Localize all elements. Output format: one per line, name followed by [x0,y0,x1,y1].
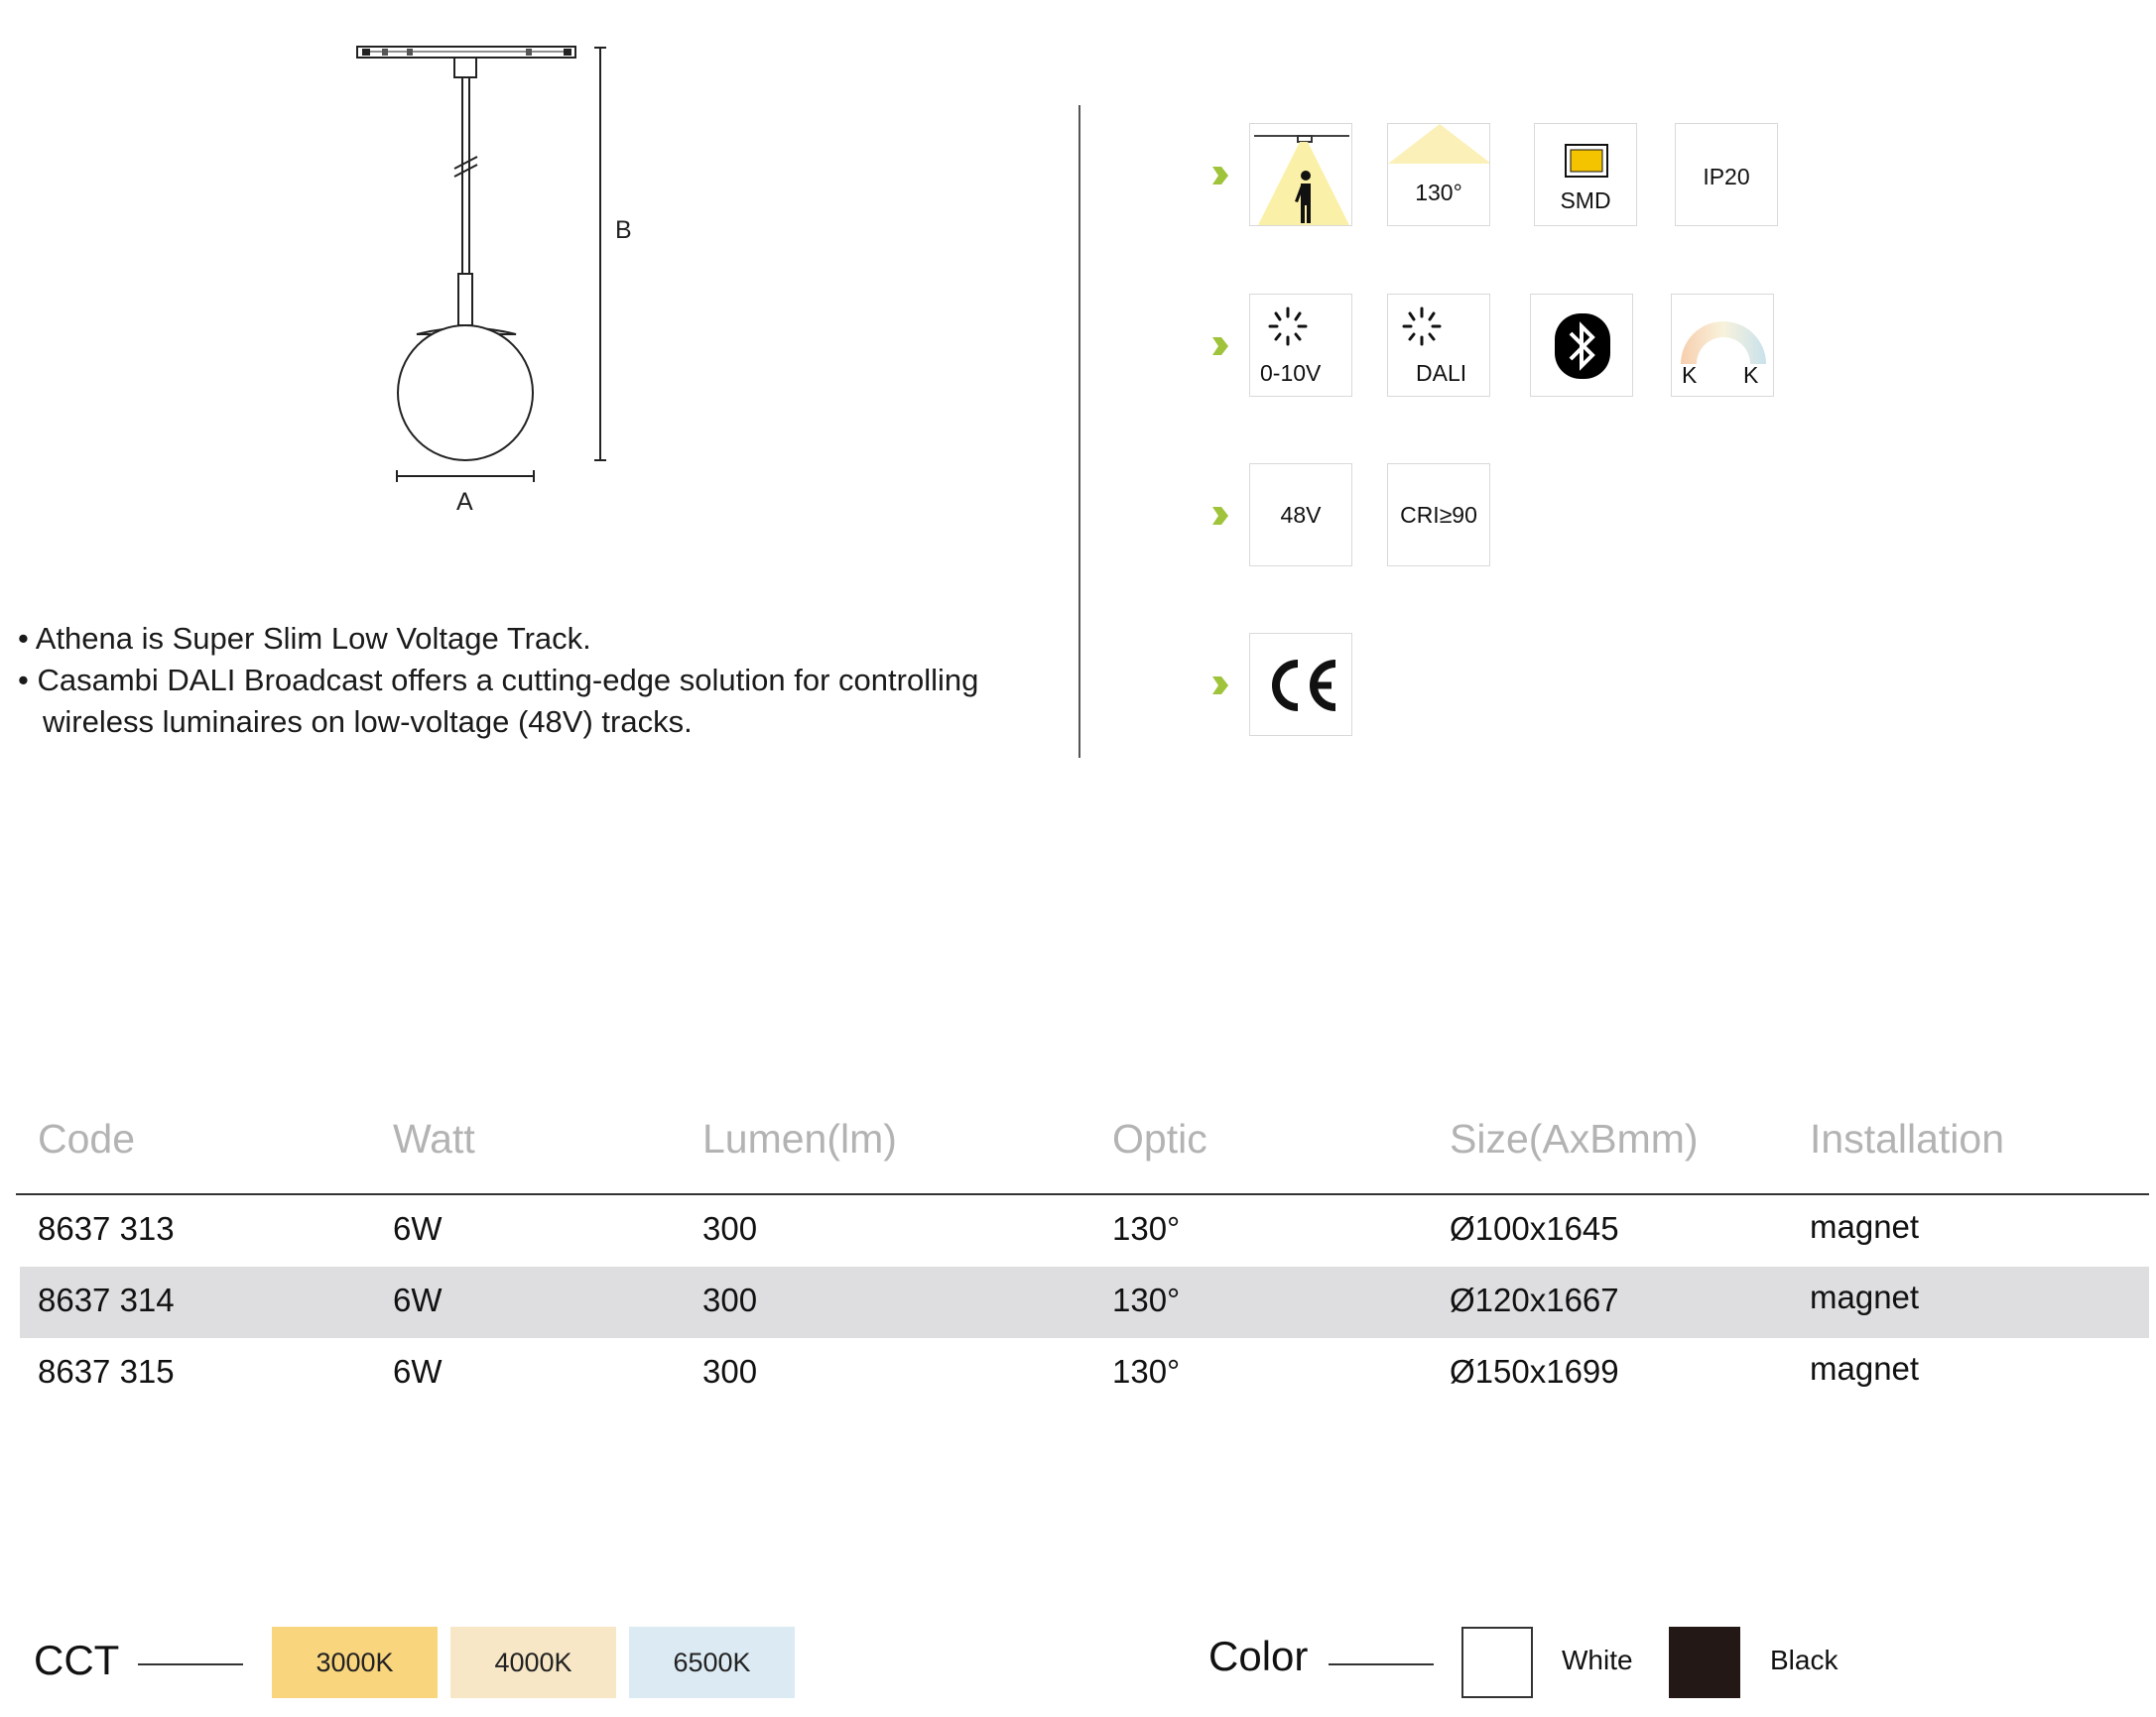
voltage-icon [1249,463,1352,566]
beam-angle-icon [1387,123,1490,226]
cct-label: CCT [34,1637,120,1683]
cell-lumen: 300 [702,1210,758,1247]
table-row [16,1338,2149,1410]
cct-k-right-text: K [1743,362,1759,388]
color-name-white: White [1562,1645,1633,1675]
cell-installation: magnet [1810,1208,1920,1245]
cct-k-left-text: K [1682,362,1698,388]
header-optic: Optic [1112,1116,1207,1162]
dim-dali-text: DALI [1416,360,1467,386]
cell-watt: 6W [393,1282,443,1318]
spotlight-person-icon [1249,123,1352,226]
header-watt: Watt [393,1116,475,1162]
spec-table [16,1106,2149,1410]
led-type-text: SMD [1560,187,1611,213]
cell-size: Ø100x1645 [1450,1210,1619,1247]
dimension-a-label: A [456,488,473,516]
row-arrow-icon [1212,167,1228,184]
tunable-white-icon [1671,294,1774,397]
cell-lumen: 300 [702,1282,758,1318]
color-leader-line [1329,1663,1434,1665]
dim-0-10v-text: 0-10V [1260,360,1322,386]
color-swatch-white [1461,1627,1533,1698]
smd-led-icon [1534,123,1637,226]
color-swatch-black [1669,1627,1740,1698]
color-label: Color [1208,1633,1309,1679]
ce-mark-icon [1249,633,1352,736]
cri-icon [1387,463,1490,566]
cell-lumen: 300 [702,1353,758,1390]
voltage-text: 48V [1280,502,1322,528]
cell-installation: magnet [1810,1279,1920,1315]
ip-rating-text: IP20 [1703,164,1750,189]
feature-text: Casambi DALI Broadcast offers a cutting-edge solution for controlling [37,663,979,697]
header-lumen: Lumen(lm) [702,1116,897,1162]
row-arrow-icon [1212,337,1228,355]
dimming-0-10v-icon [1249,294,1352,397]
bluetooth-icon [1530,294,1633,397]
cell-code: 8637 314 [38,1282,175,1318]
cell-optic: 130° [1112,1282,1181,1318]
cri-text: CRI≥90 [1400,502,1477,528]
cct-leader-line [138,1663,243,1665]
feature-item-continuation: wireless luminaires on low-voltage (48V) tracks. [43,704,693,739]
feature-icons [0,0,2156,794]
table-row [20,1267,2149,1338]
row-arrow-icon [1212,676,1228,694]
cell-code: 8637 313 [38,1210,175,1247]
table-header [16,1106,2149,1195]
feature-text: Athena is Super Slim Low Voltage Track. [35,621,591,656]
cct-swatch-4000k: 4000K [450,1627,616,1698]
row-arrow-icon [1212,507,1228,525]
cell-code: 8637 315 [38,1353,175,1390]
dimming-dali-icon [1387,294,1490,397]
cell-size: Ø150x1699 [1450,1353,1619,1390]
cell-installation: magnet [1810,1350,1920,1387]
cell-watt: 6W [393,1210,443,1247]
ip-rating-icon [1675,123,1778,226]
cell-size: Ø120x1667 [1450,1282,1619,1318]
cell-optic: 130° [1112,1210,1181,1247]
cct-options [0,1617,1072,1706]
header-code: Code [38,1116,136,1162]
beam-angle-text: 130° [1415,180,1462,205]
dimension-b-label: B [615,216,632,244]
cell-watt: 6W [393,1353,443,1390]
cct-swatch-6500k: 6500K [629,1627,795,1698]
table-row [16,1195,2149,1267]
feature-item: • Athena is Super Slim Low Voltage Track. [18,621,591,656]
feature-item: • Casambi DALI Broadcast offers a cutting-edge solution for controlling [18,663,979,697]
cell-optic: 130° [1112,1353,1181,1390]
header-size: Size(AxBmm) [1450,1116,1699,1162]
color-options [1191,1617,1905,1706]
header-installation: Installation [1810,1116,2005,1162]
cct-swatch-3000k: 3000K [272,1627,438,1698]
color-name-black: Black [1770,1645,1839,1675]
